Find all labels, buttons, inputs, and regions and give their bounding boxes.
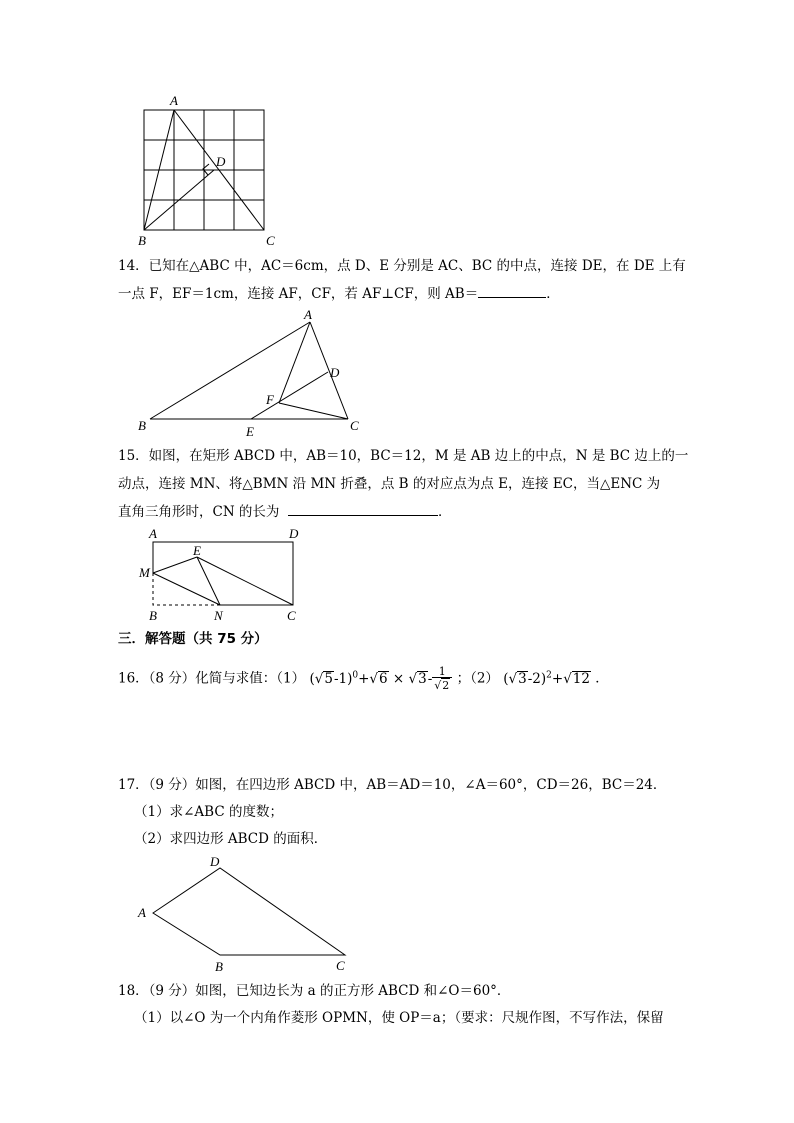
triangle-abc-svg — [130, 305, 370, 440]
q16-p2-exponent: 2 — [546, 670, 552, 680]
q14-end: ． — [546, 286, 560, 302]
q16-fraction-numerator: 1 — [432, 666, 452, 678]
label-A: A — [138, 905, 146, 920]
q17-line3: （2）求四边形 ABCD 的面积． — [134, 831, 328, 847]
label-A: A — [170, 93, 178, 108]
rectangle-fold-figure — [130, 525, 320, 625]
label-C: C — [266, 233, 275, 248]
label-D: D — [330, 365, 340, 380]
q14-line2-text: 一点 F，EF＝1cm，连接 AF，CF，若 AF⊥CF，则 AB＝ — [118, 286, 479, 302]
q16-p1-minus: - — [427, 670, 433, 687]
q16-part2-expression: $(√3-2)^2+√12$ — [503, 670, 590, 687]
q16-p2-open: ( — [503, 670, 509, 687]
label-B: B — [215, 959, 223, 974]
q16-p1-times: × — [392, 670, 405, 687]
q16-p2-close: -2) — [527, 670, 547, 687]
label-A: A — [304, 307, 312, 322]
label-D: D — [216, 154, 226, 169]
grid-triangle-svg — [130, 90, 290, 250]
q16-line — [118, 662, 609, 693]
label-C: C — [336, 958, 345, 973]
triangle-abc-figure — [130, 305, 370, 440]
q16-p1-close: -1) — [333, 670, 353, 687]
quadrilateral-figure — [130, 852, 360, 977]
q16-p2-radicand-12: 12 — [572, 670, 590, 687]
section-heading: 三．解答题（共 75 分） — [118, 631, 268, 647]
label-B: B — [138, 233, 146, 248]
grid-triangle-figure — [130, 90, 290, 250]
q15-line3-text: 直角三角形时，CN 的长为 — [118, 504, 280, 520]
q16-end: ． — [595, 670, 609, 687]
rectangle-fold-svg — [130, 525, 320, 625]
q16-p1-radicand-3: 3 — [418, 670, 427, 687]
q16-p2-plus: + — [551, 670, 564, 687]
label-B: B — [138, 418, 146, 433]
label-D: D — [289, 526, 299, 541]
label-B: B — [149, 608, 157, 623]
q15-end: ． — [438, 504, 452, 520]
q15-line3 — [118, 501, 452, 522]
q16-prefix: 16．（8 分）化简与求值：（1） — [118, 670, 306, 687]
q15-line1: 15．如图，在矩形 ABCD 中，AB＝10，BC＝12，M 是 AB 边上的中点，N 是 BC 边上的一 — [118, 448, 689, 464]
q18-line2: （1）以∠O 为一个内角作菱形 OPMN，使 OP＝a；（要求：尺规作图，不写作法，保留 — [134, 1010, 664, 1026]
q14-line1: 14．已知在△ABC 中，AC＝6cm，点 D、E 分别是 AC、BC 的中点，连接 DE，在 DE 上有 — [118, 258, 686, 274]
q18-line1: 18．（9 分）如图，已知边长为 a 的正方形 ABCD 和∠O＝60°． — [118, 983, 511, 999]
q14-answer-blank[interactable] — [478, 283, 546, 298]
label-A: A — [149, 526, 157, 541]
q16-part1-expression: $(√5-1)^0+√6 \times √3-$ $\frac{1}{√2}$ — [309, 671, 456, 687]
q16-p2-radicand-3: 3 — [518, 670, 527, 687]
q17-line1: 17．（9 分）如图，在四边形 ABCD 中，AB＝AD＝10，∠A＝60°，CD＝26，BC＝24． — [118, 777, 667, 793]
label-M: M — [139, 565, 150, 580]
q17-line2: （1）求∠ABC 的度数； — [134, 804, 283, 820]
q16-p1-radicand-2: 2 — [442, 678, 450, 692]
q16-p1-open: ( — [309, 670, 315, 687]
label-E: E — [246, 424, 254, 439]
q14-line2 — [118, 283, 560, 304]
q16-p1-exponent: 0 — [352, 670, 359, 680]
label-E: E — [193, 543, 201, 558]
q16-p1-fraction — [432, 666, 452, 693]
q16-p1-plus: + — [358, 670, 370, 687]
label-C: C — [350, 418, 359, 433]
label-F: F — [266, 392, 274, 407]
quadrilateral-svg — [130, 852, 360, 977]
q16-mid: ；（2） — [456, 670, 499, 687]
q16-p1-radicand-6: 6 — [379, 670, 388, 687]
label-N: N — [214, 608, 223, 623]
label-D: D — [210, 854, 220, 869]
q16-p1-radicand-5: 5 — [324, 670, 333, 687]
q16-fraction-denominator: √2 — [434, 678, 450, 692]
q15-answer-blank[interactable] — [288, 501, 438, 516]
q15-line2: 动点，连接 MN、将△BMN 沿 MN 折叠，点 B 的对应点为点 E，连接 EC，当△ENC 为 — [118, 476, 661, 492]
label-C: C — [287, 608, 296, 623]
